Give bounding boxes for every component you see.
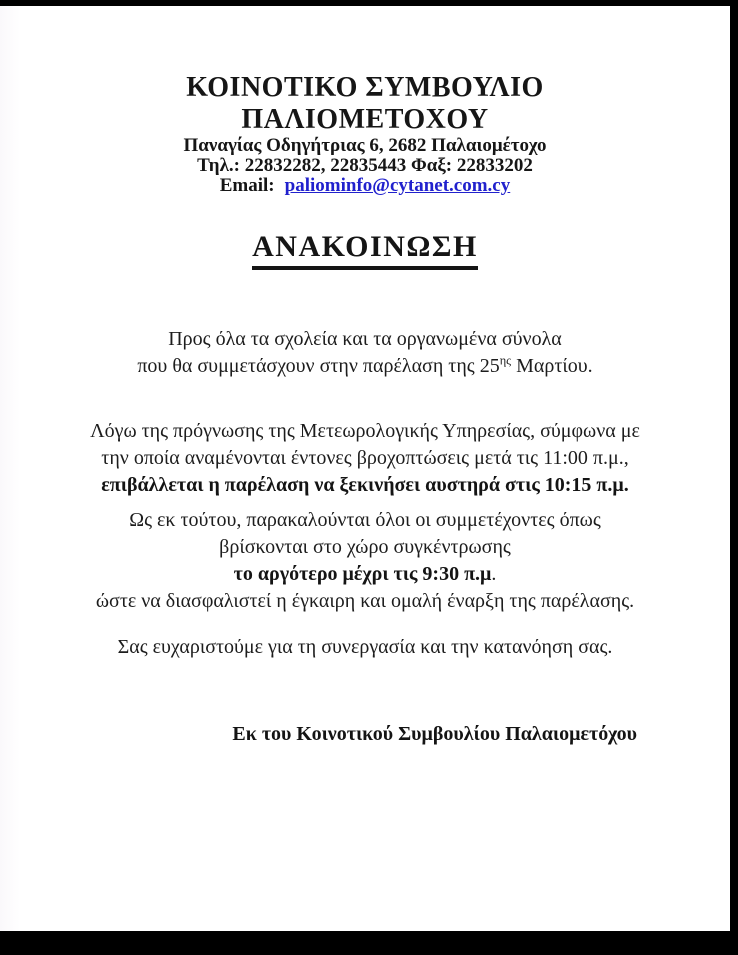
thanks-line: Σας ευχαριστούμε για τη συνεργασία και την κατανόηση σας. (117, 636, 613, 658)
recipient-line-2-tail: Μαρτίου. (511, 355, 593, 377)
org-email-line (0, 176, 730, 196)
letterhead (0, 72, 730, 196)
gathering-deadline-bold: το αργότερο μέχρι τις 9:30 π.μ (233, 563, 492, 585)
instruction-line-3 (0, 561, 730, 588)
recipient-line-2 (0, 353, 730, 380)
org-name-line2: ΠΑΛΙΟΜΕΤΟΧΟΥ (241, 104, 489, 135)
announcement-title-wrap (0, 230, 730, 270)
org-name-line1: ΚΟΙΝΟΤΙΚΟ ΣΥΜΒΟΥΛΙΟ (186, 72, 544, 103)
org-address: Παναγίας Οδηγήτριας 6, 2682 Παλαιομέτοχο (183, 135, 547, 156)
recipient-paragraph (0, 326, 730, 380)
weather-line-2: την οποία αναμένονται έντονες βροχοπτώσεις μετά τις 11:00 π.μ., (101, 447, 629, 469)
weather-line-1: Λόγω της πρόγνωσης της Μετεωρολογικής Υπηρεσίας, σύμφωνα με (90, 420, 640, 442)
email-label: Email: (219, 175, 275, 196)
recipient-line-1: Προς όλα τα σχολεία και τα οργανωμένα σύνολα (168, 328, 562, 350)
recipient-line-2-text: που θα συμμετάσχουν στην παρέλαση της 25 (137, 355, 500, 377)
email-link[interactable]: paliominfo@cytanet.com.cy (284, 175, 511, 196)
instruction-line-1: Ως εκ τούτου, παρακαλούνται όλοι οι συμμετέχοντες όπως (129, 509, 601, 531)
org-phone-fax: Τηλ.: 22832282, 22835443 Φαξ: 22833202 (197, 155, 533, 176)
instruction-paragraph (0, 507, 730, 615)
instruction-line-4: ώστε να διασφαλιστεί η έγκαιρη και ομαλή έναρξη της παρέλασης. (95, 590, 635, 612)
ordinal-superscript: ης (499, 353, 512, 368)
instruction-line-2: βρίσκονται στο χώρο συγκέντρωσης (219, 536, 511, 558)
document-page (0, 6, 730, 931)
signature-line: Εκ του Κοινοτικού Συμβουλίου Παλαιομετόχου (232, 723, 637, 745)
parade-start-time-bold: επιβάλλεται η παρέλαση να ξεκινήσει αυστηρά στις 10:15 π.μ. (101, 474, 629, 496)
gathering-deadline-period: . (491, 563, 497, 585)
weather-paragraph (0, 418, 730, 499)
announcement-title: ΑΝΑΚΟΙΝΩΣΗ (252, 230, 478, 270)
